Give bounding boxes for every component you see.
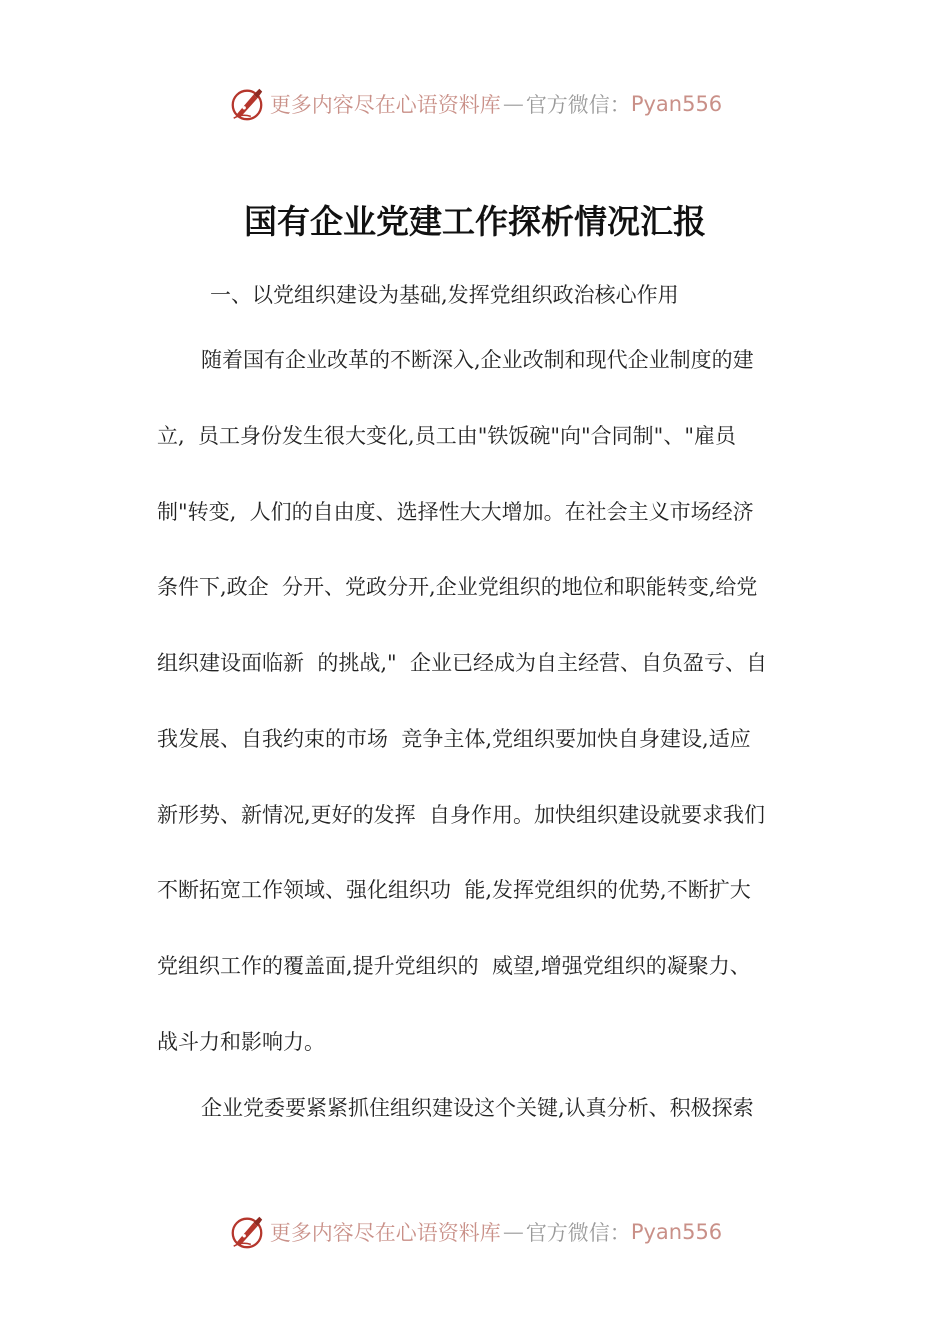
watermark-official-label: 官方微信：: [525, 93, 631, 117]
body-line-3: 制"转变, 人们的自由度、选择性大大增加。在社会主义市场经济: [157, 500, 754, 524]
watermark-text: 更多内容尽在心语资料库: [269, 1221, 501, 1245]
watermark-text: 更多内容尽在心语资料库: [269, 93, 501, 117]
body-line-5: 组织建设面临新 的挑战," 企业已经成为自主经营、自负盈亏、自: [157, 651, 768, 675]
watermark-content: [228, 85, 722, 123]
watermark-wechat-id: Pyan556: [630, 1220, 723, 1244]
document-title: 国有企业党建工作探析情况汇报: [244, 202, 706, 241]
header-watermark: [0, 82, 950, 126]
body-line-4: 条件下,政企 分开、党政分开,企业党组织的地位和职能转变,给党: [157, 575, 758, 599]
watermark-wechat-id: Pyan556: [630, 92, 723, 116]
section-heading: 一、以党组织建设为基础,发挥党组织政治核心作用: [210, 283, 679, 307]
watermark-official-label: 官方微信：: [525, 1221, 631, 1245]
body-line-9: 党组织工作的覆盖面,提升党组织的 威望,增强党组织的凝聚力、: [157, 954, 751, 978]
body-line-10: 战斗力和影响力。: [157, 1030, 325, 1054]
watermark-dash: —: [502, 92, 524, 116]
body-line-11: 企业党委要紧紧抓住组织建设这个关键,认真分析、积极探索: [201, 1096, 754, 1120]
pen-nib-circle-icon: [228, 1213, 266, 1251]
body-line-7: 新形势、新情况,更好的发挥 自身作用。加快组织建设就要求我们: [157, 803, 766, 827]
body-line-6: 我发展、自我约束的市场 竞争主体,党组织要加快自身建设,适应: [157, 727, 751, 751]
pen-nib-circle-icon: [228, 85, 266, 123]
watermark-dash: —: [502, 1220, 524, 1244]
body-line-1: 随着国有企业改革的不断深入,企业改制和现代企业制度的建: [201, 348, 754, 372]
footer-watermark: [0, 1210, 950, 1254]
watermark-content: [228, 1213, 722, 1251]
body-line-8: 不断拓宽工作领域、强化组织功 能,发挥党组织的优势,不断扩大: [157, 878, 751, 902]
body-line-2: 立, 员工身份发生很大变化,员工由"铁饭碗"向"合同制"、"雇员: [157, 424, 736, 448]
